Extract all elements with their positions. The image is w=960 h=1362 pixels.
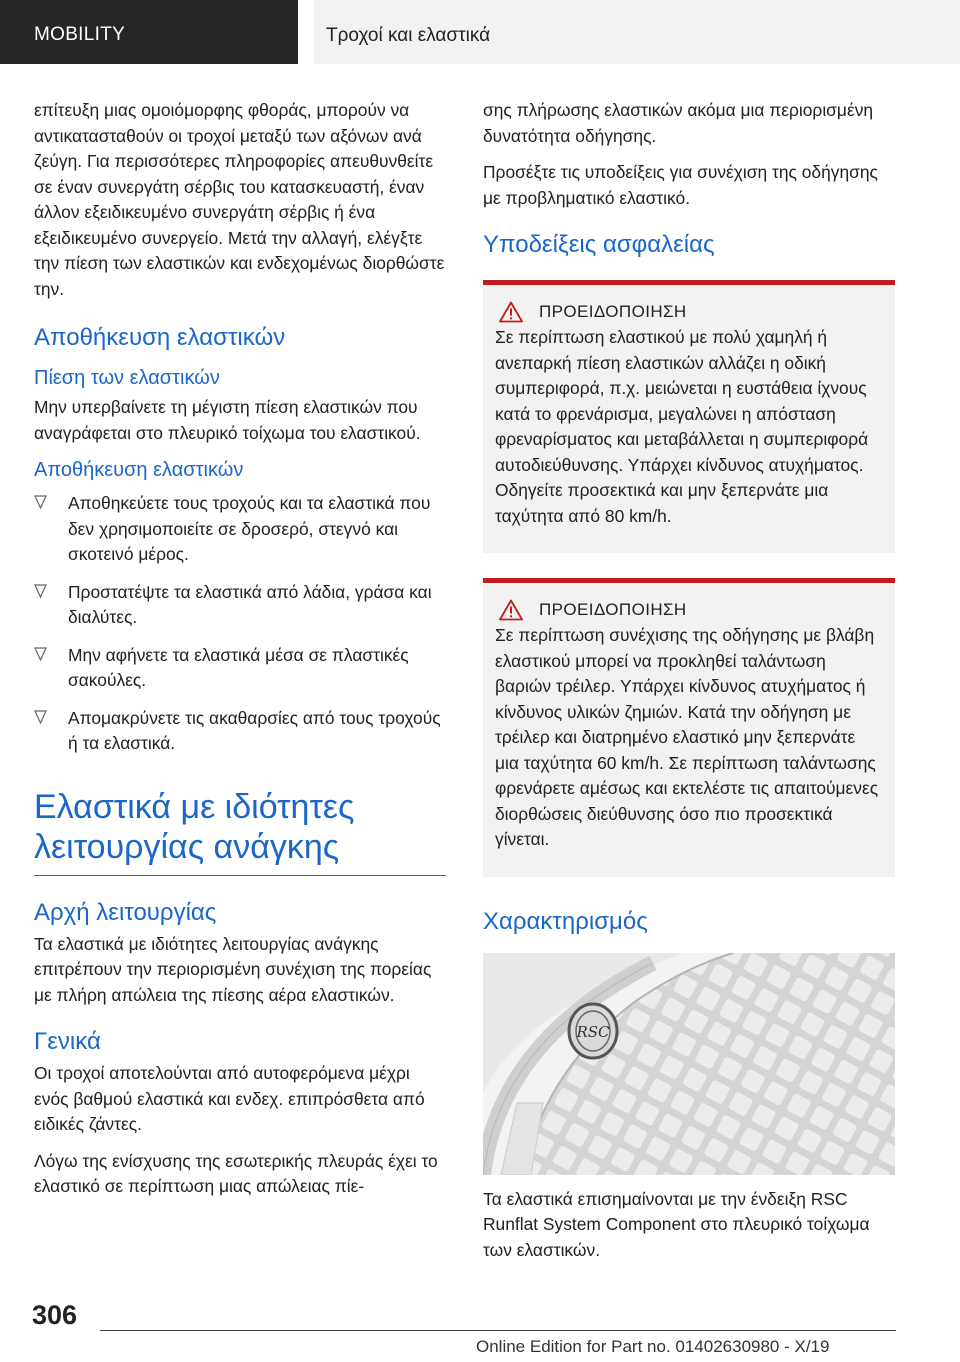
bullet-triangle-icon xyxy=(34,584,47,598)
main-heading-line1: Ελαστικά με ιδιότητες xyxy=(34,787,355,826)
warning-text: Σε περίπτωση συνέχισης της οδήγησης με βλάβη ελαστικού μπορεί να προκληθεί ταλάντωση βαριών τρέιλερ. Υπάρχει κίνδυνος ατυχήματος ή κίνδυνος υλικών ζημιών. Κατά την οδήγηση με τρέιλερ και διατρημένο ελαστικό μην ξεπερνάτε μια ταχύτητα 60 km/h. Σε περίπτωση ταλάντωσης φρενάρετε αμέσως και εκτελέστε τις απαιτούμενες διορθώσεις διεύθυνσης όσο πιο προσεκτικά γίνεται. xyxy=(495,625,879,849)
left-column xyxy=(34,98,446,1200)
list-item-text: Αποθηκεύετε τους τροχούς και τα ελαστικά που δεν χρησιμοποιείτε σε δροσερό, στεγνό και σκοτεινό μέρος. xyxy=(68,493,431,564)
principle-heading: Αρχή λειτουργίας xyxy=(34,898,217,926)
list-item-text: Προστατέψτε τα ελαστικά από λάδια, γράσα και διαλύτες. xyxy=(68,581,432,627)
general-paragraph-2: Λόγω της ενίσχυσης της εσωτερικής πλευράς έχει το ελαστικό σε περίπτωση μιας απώλειας πίε- xyxy=(34,1150,438,1196)
main-heading-line2: λειτουργίας ανάγκης xyxy=(34,827,340,866)
intro-paragraph: επίτευξη μιας ομοιόμορφης φθοράς, μπορούν να αντικατασταθούν οι τροχοί μεταξύ των αξόνων ανά ζεύγη. Για περισσότερες πληροφορίες απευθυνθείτε σε έναν συνεργάτη σέρβις του κατασκευαστή, έναν άλλον εξειδικευμένο συνεργάτη σέρβις ή ένα εξειδικευμένο συνεργείο. Μετά την αλλαγή, ελέγξτε την πίεση των ελαστικών και ενδεχομένως διορθώστε την. xyxy=(34,100,445,299)
list-item xyxy=(34,706,446,757)
list-item xyxy=(34,491,446,568)
footer-edition: Online Edition for Part no. 01402630980 - X/19 xyxy=(476,1337,830,1356)
list-item-text: Μην αφήνετε τα ελαστικά μέσα σε πλαστικές σακούλες. xyxy=(68,644,409,690)
warning-box-1 xyxy=(483,280,895,553)
rsc-logo: RSC xyxy=(576,1022,610,1041)
header-chapter-label: Τροχοί και ελαστικά xyxy=(326,25,491,46)
header-section-tab xyxy=(0,0,298,64)
list-item xyxy=(34,643,446,694)
warning-text: Σε περίπτωση ελαστικού με πολύ χαμηλή ή ανεπαρκή πίεση ελαστικών αλλάζει η οδική συμπεριφορά, π.χ. μειώνεται η ευστάθεια ίχνους κατά το φρενάρισμα, μεγαλώνει η απόσταση φρεναρίσματος και μεταβάλλεται η συμπεριφορά αυτοδιεύθυνσης. Υπάρχει κίνδυνος ατυχήματος. Οδηγείτε προσεκτικά και μην ξεπερνάτε μια ταχύτητα από 80 km/h. xyxy=(495,327,869,526)
list-item xyxy=(34,580,446,631)
image-caption: Τα ελαστικά επισημαίνονται με την ένδειξη RSC Runflat System Component στο πλευρικό τοίχωμα των ελαστικών. xyxy=(483,1188,870,1260)
safety-heading: Υποδείξεις ασφαλείας xyxy=(483,231,715,258)
pressure-paragraph: Μην υπερβαίνετε τη μέγιστη πίεση ελαστικών που αναγράφεται στο πλευρικό τοίχωμα του ελαστικού. xyxy=(34,397,421,443)
storage-list xyxy=(34,491,446,757)
pressure-subheading: Πίεση των ελαστικών xyxy=(34,367,220,389)
general-heading: Γενικά xyxy=(34,1028,101,1055)
warning-title: ΠΡΟΕΙΔΟΠΟΙΗΣΗ xyxy=(539,302,687,321)
list-item-text: Απομακρύνετε τις ακαθαρσίες από τους τροχούς ή τα ελαστικά. xyxy=(68,707,441,753)
header-section-label: MOBILITY xyxy=(34,24,126,45)
warning-triangle-icon xyxy=(499,599,523,621)
continuation-paragraph: σης πλήρωσης ελαστικών ακόμα μια περιορισμένη δυνατότητα οδήγησης. xyxy=(483,100,874,146)
general-paragraph-1: Οι τροχοί αποτελούνται από αυτοφερόμενα μέχρι ενός βαθμού ελαστικά και ενδεχ. επιπρόσθετα από ειδικές ζάντες. xyxy=(34,1063,425,1134)
right-column xyxy=(483,98,895,1263)
warning-triangle-icon xyxy=(499,301,523,323)
warning-title: ΠΡΟΕΙΔΟΠΟΙΗΣΗ xyxy=(539,600,687,619)
bullet-triangle-icon xyxy=(34,710,47,724)
note-paragraph: Προσέξτε τις υποδείξεις για συνέχιση της οδήγησης με προβληματικό ελαστικό. xyxy=(483,162,878,208)
principle-paragraph: Τα ελαστικά με ιδιότητες λειτουργίας ανάγκης επιτρέπουν την περιορισμένη συνέχιση της πορείας με πλήρη απώλεια της πίεσης αέρα ελαστικών. xyxy=(34,933,432,1005)
storage-heading: Αποθήκευση ελαστικών xyxy=(34,324,286,351)
bullet-triangle-icon xyxy=(34,495,47,509)
rsc-tire-illustration xyxy=(483,953,895,1175)
page-number: 306 xyxy=(32,1300,78,1330)
footer-divider xyxy=(100,1330,896,1331)
marking-heading: Χαρακτηρισμός xyxy=(483,907,648,935)
warning-box-2 xyxy=(483,578,895,877)
bullet-triangle-icon xyxy=(34,647,47,661)
header-chapter-bar xyxy=(314,0,960,64)
storage-subheading: Αποθήκευση ελαστικών xyxy=(34,459,244,481)
